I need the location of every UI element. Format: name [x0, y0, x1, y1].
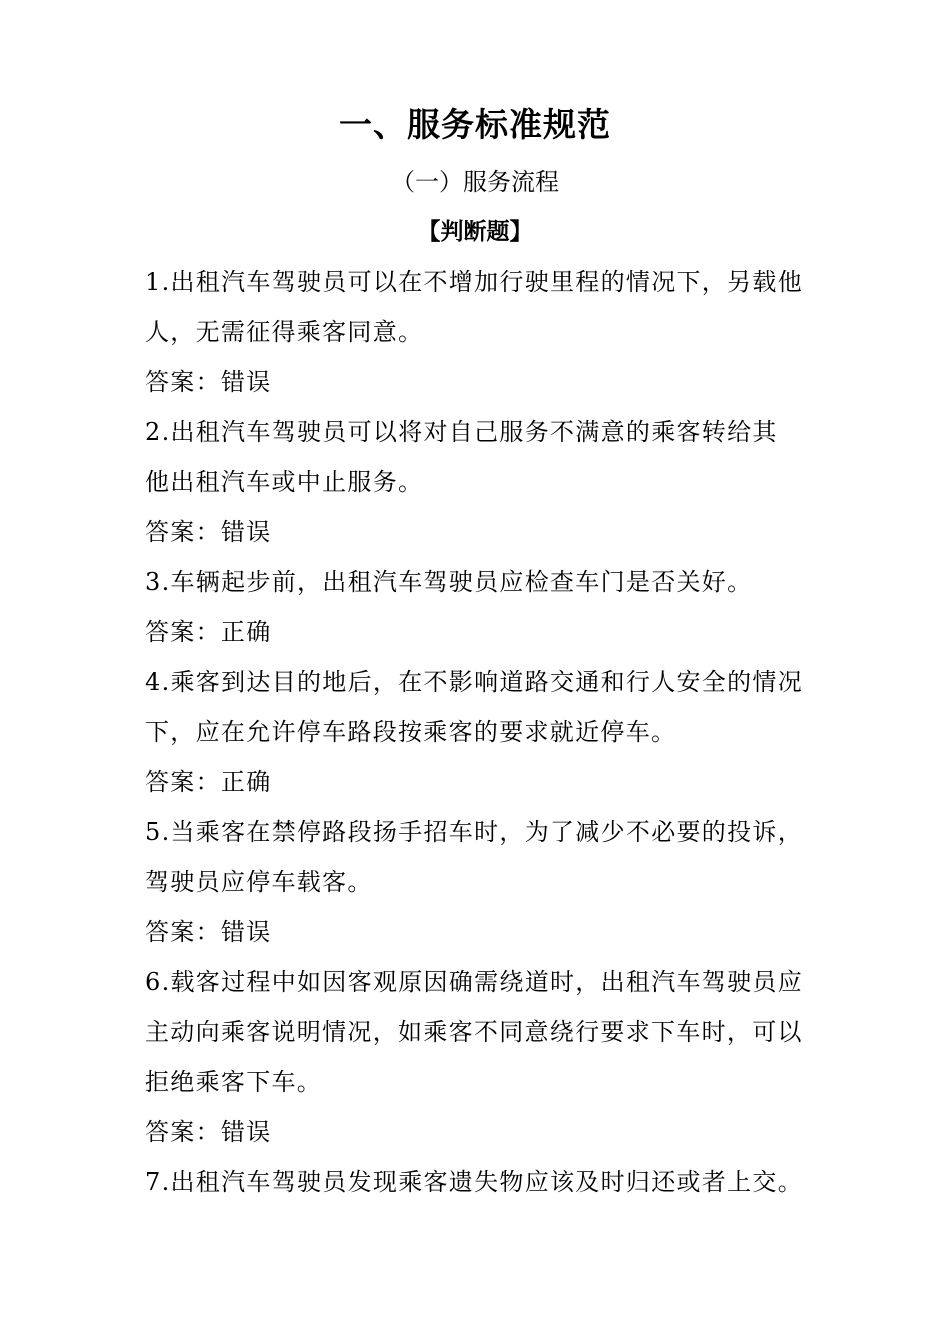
- question-list: [145, 257, 817, 1207]
- subsection-title: （一）服务流程: [391, 168, 559, 196]
- question-type-heading: 【判断题】: [417, 218, 533, 245]
- answer-line: 答案：错误: [145, 918, 272, 946]
- text-line: 3.车辆起步前，出租汽车驾驶员应检查车门是否关好。: [145, 568, 753, 596]
- text-line: 6.载客过程中如因客观原因确需绕道时，出租汽车驾驶员应: [145, 968, 803, 996]
- text-line: 2.出租汽车驾驶员可以将对自己服务不满意的乘客转给其: [145, 418, 778, 446]
- answer-line: 答案：正确: [145, 618, 272, 646]
- text-line: 拒绝乘客下车。: [145, 1068, 323, 1096]
- text-line: 1.出租汽车驾驶员可以在不增加行驶里程的情况下，另载他: [145, 268, 803, 296]
- answer-line: 答案：错误: [145, 1118, 272, 1146]
- text-line: 5.当乘客在禁停路段扬手招车时，为了减少不必要的投诉，: [145, 818, 803, 846]
- text-line: 人，无需征得乘客同意。: [145, 318, 424, 346]
- text-line: 驾驶员应停车载客。: [145, 868, 373, 896]
- answer-line: 答案：正确: [145, 768, 272, 796]
- section-title: 一、服务标准规范: [339, 105, 611, 144]
- answer-line: 答案：错误: [145, 518, 272, 546]
- text-line: 7.出租汽车驾驶员发现乘客遗失物应该及时归还或者上交。: [145, 1168, 803, 1196]
- text-line: 主动向乘客说明情况，如乘客不同意绕行要求下车时，可以: [145, 1018, 803, 1046]
- text-line: 4.乘客到达目的地后，在不影响道路交通和行人安全的情况: [145, 668, 803, 696]
- text-line: 他出租汽车或中止服务。: [145, 468, 424, 496]
- text-line: 下，应在允许停车路段按乘客的要求就近停车。: [145, 718, 677, 746]
- answer-line: 答案：错误: [145, 368, 272, 396]
